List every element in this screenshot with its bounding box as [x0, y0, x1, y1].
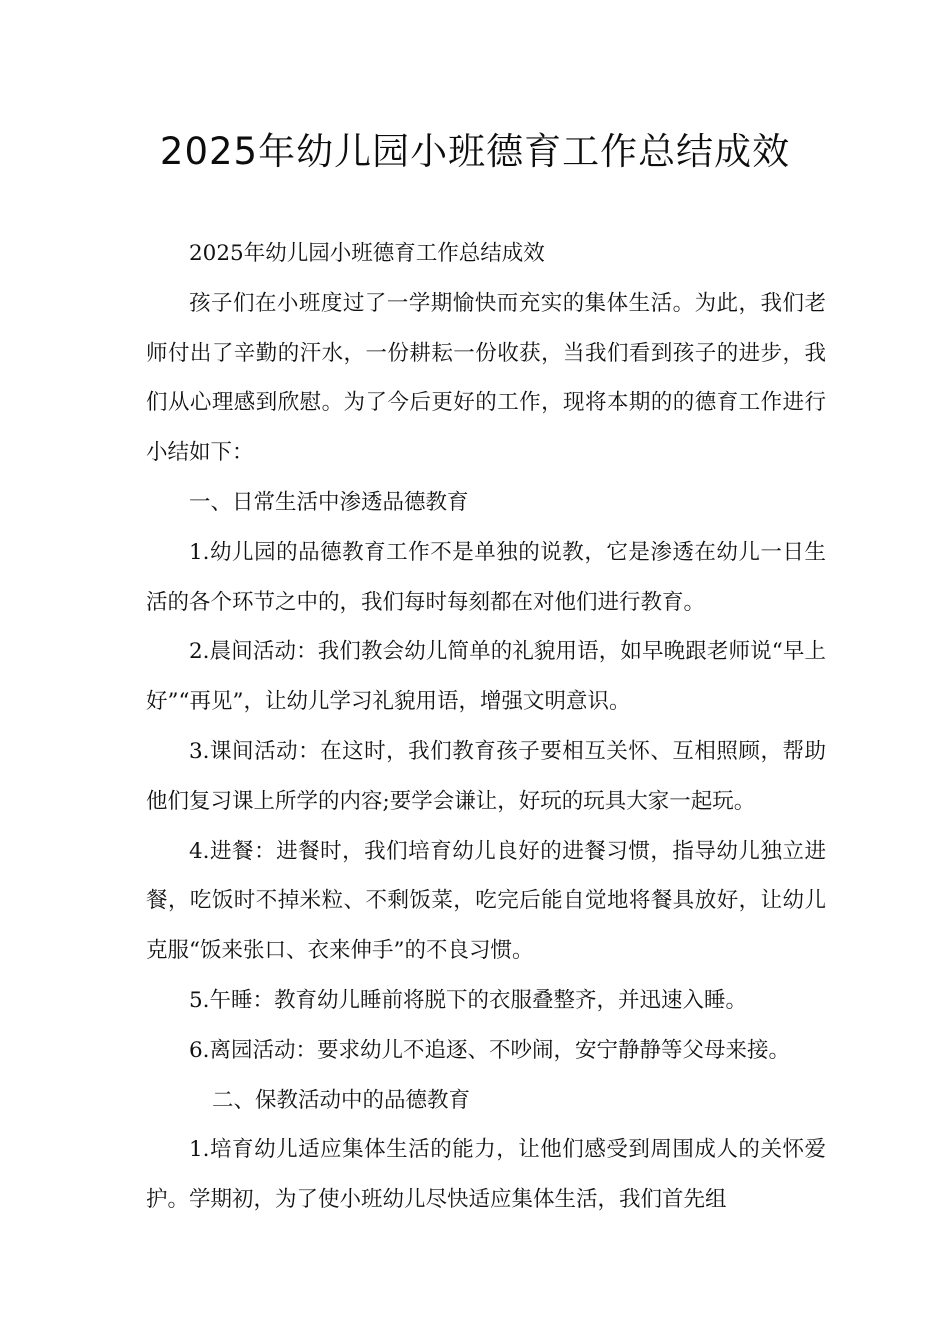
item-paragraph-4: 4.进餐：进餐时，我们培育幼儿良好的进餐习惯，指导幼儿独立进餐，吃饭时不掉米粒、不剩饭菜，吃完后能自觉地将餐具放好，让幼儿克服“饭来张口、衣来伸手”的不良习惯。 [146, 838, 826, 964]
document-title: 2025年幼儿园小班德育工作总结成效 [159, 130, 791, 173]
item-paragraph-5: 5.午睡：教育幼儿睡前将脱下的衣服叠整齐，并迅速入睡。 [189, 987, 748, 1013]
item-paragraph-2: 2.晨间活动：我们教会幼儿简单的礼貌用语，如早晚跟老师说“早上好”“再见”，让幼儿学习礼貌用语，增强文明意识。 [146, 639, 826, 715]
item-paragraph-1: 1.幼儿园的品德教育工作不是单独的说教，它是渗透在幼儿一日生活的各个环节之中的，我们每时每刻都在对他们进行教育。 [146, 539, 826, 615]
intro-paragraph: 孩子们在小班度过了一学期愉快而充实的集体生活。为此，我们老师付出了辛勤的汗水，一份耕耘一份收获，当我们看到孩子的进步，我们从心理感到欣慰。为了今后更好的工作，现将本期的的德育工作进行小结如下： [146, 290, 826, 466]
subtitle-paragraph: 2025年幼儿园小班德育工作总结成效 [189, 241, 545, 266]
item-paragraph-3: 3.课间活动：在这时，我们教育孩子要相互关怀、互相照顾，帮助他们复习课上所学的内容;要学会谦让，好玩的玩具大家一起玩。 [146, 738, 826, 814]
item-paragraph-6: 6.离园活动：要求幼儿不追逐、不吵闹，安宁静静等父母来接。 [189, 1037, 791, 1063]
item-paragraph-7: 1.培育幼儿适应集体生活的能力，让他们感受到周围成人的关怀爱护。学期初，为了使小班幼儿尽快适应集体生活，我们首先组 [146, 1137, 826, 1213]
section-heading-teaching: 二、保教活动中的品德教育 [212, 1087, 471, 1113]
document-body [146, 229, 826, 1225]
section-heading-daily-life: 一、日常生活中渗透品德教育 [189, 489, 469, 515]
